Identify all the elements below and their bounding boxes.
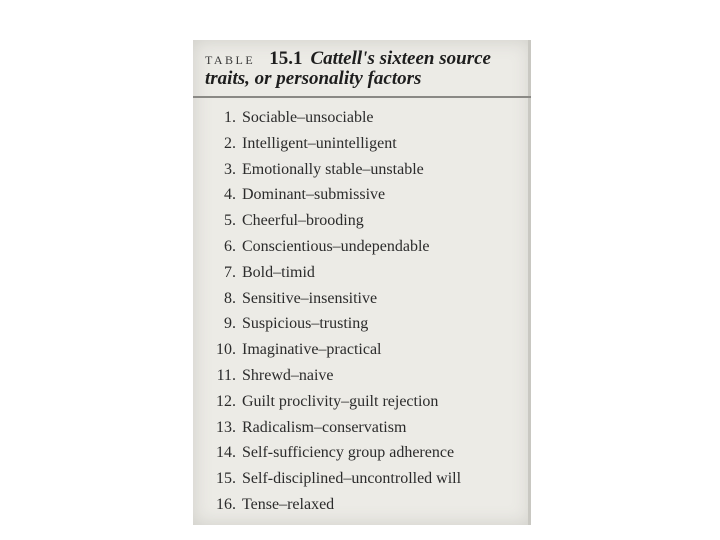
list-item	[205, 389, 521, 415]
table-label: TABLE	[205, 53, 256, 67]
scanned-table-image	[193, 40, 531, 525]
item-text: Sensitive–insensitive	[242, 289, 378, 307]
item-text: Dominant–submissive	[242, 186, 386, 204]
item-number: 2.	[224, 134, 236, 152]
item-number: 3.	[224, 160, 236, 178]
list-item	[205, 311, 521, 337]
list-item	[205, 131, 521, 157]
caption-line-1	[205, 48, 521, 70]
item-text: Sociable–unsociable	[242, 109, 374, 126]
list-item	[205, 286, 521, 312]
item-number: 16.	[216, 495, 236, 513]
item-number: 10.	[216, 341, 236, 359]
list-item	[205, 363, 521, 389]
list-item	[205, 182, 521, 208]
item-text: Suspicious–trusting	[242, 315, 369, 333]
list-item	[205, 466, 521, 492]
item-text: Emotionally stable–unstable	[242, 160, 424, 178]
list-item	[205, 492, 521, 518]
item-number: 7.	[224, 263, 236, 281]
caption-divider	[193, 96, 531, 98]
item-number: 12.	[216, 392, 236, 410]
item-text: Tense–relaxed	[242, 495, 335, 513]
item-number: 1.	[224, 109, 236, 126]
item-number: 14.	[216, 444, 236, 462]
item-text: Intelligent–unintelligent	[242, 134, 397, 152]
item-number: 6.	[224, 237, 236, 255]
item-text: Cheerful–brooding	[242, 212, 364, 230]
table-caption	[205, 48, 521, 90]
item-text: Bold–timid	[242, 263, 315, 281]
item-text: Imaginative–practical	[242, 341, 382, 359]
list-item	[205, 415, 521, 441]
scan-edge	[528, 40, 531, 525]
item-number: 9.	[224, 315, 236, 333]
item-text: Shrewd–naive	[242, 366, 334, 384]
list-item	[205, 337, 521, 363]
item-number: 13.	[216, 418, 236, 436]
item-number: 15.	[216, 470, 236, 488]
list-item	[205, 208, 521, 234]
table-title-line-2: traits, or personality factors	[205, 68, 422, 89]
list-item	[205, 234, 521, 260]
item-number: 4.	[224, 186, 236, 204]
list-item	[205, 440, 521, 466]
trait-list	[205, 105, 521, 518]
list-item	[205, 260, 521, 286]
item-number: 5.	[224, 212, 236, 230]
item-number: 8.	[224, 289, 236, 307]
list-item	[205, 105, 521, 131]
item-number: 11.	[216, 366, 236, 384]
table-title-line-1: Cattell's sixteen source	[310, 48, 491, 69]
item-text: Guilt proclivity–guilt rejection	[242, 392, 439, 410]
item-text: Self-disciplined–uncontrolled will	[242, 470, 462, 488]
item-text: Conscientious–undependable	[242, 237, 430, 255]
list-item	[205, 157, 521, 183]
item-text: Radicalism–conservatism	[242, 418, 407, 436]
item-text: Self-sufficiency group adherence	[242, 444, 455, 462]
table-number: 15.1	[269, 48, 303, 69]
